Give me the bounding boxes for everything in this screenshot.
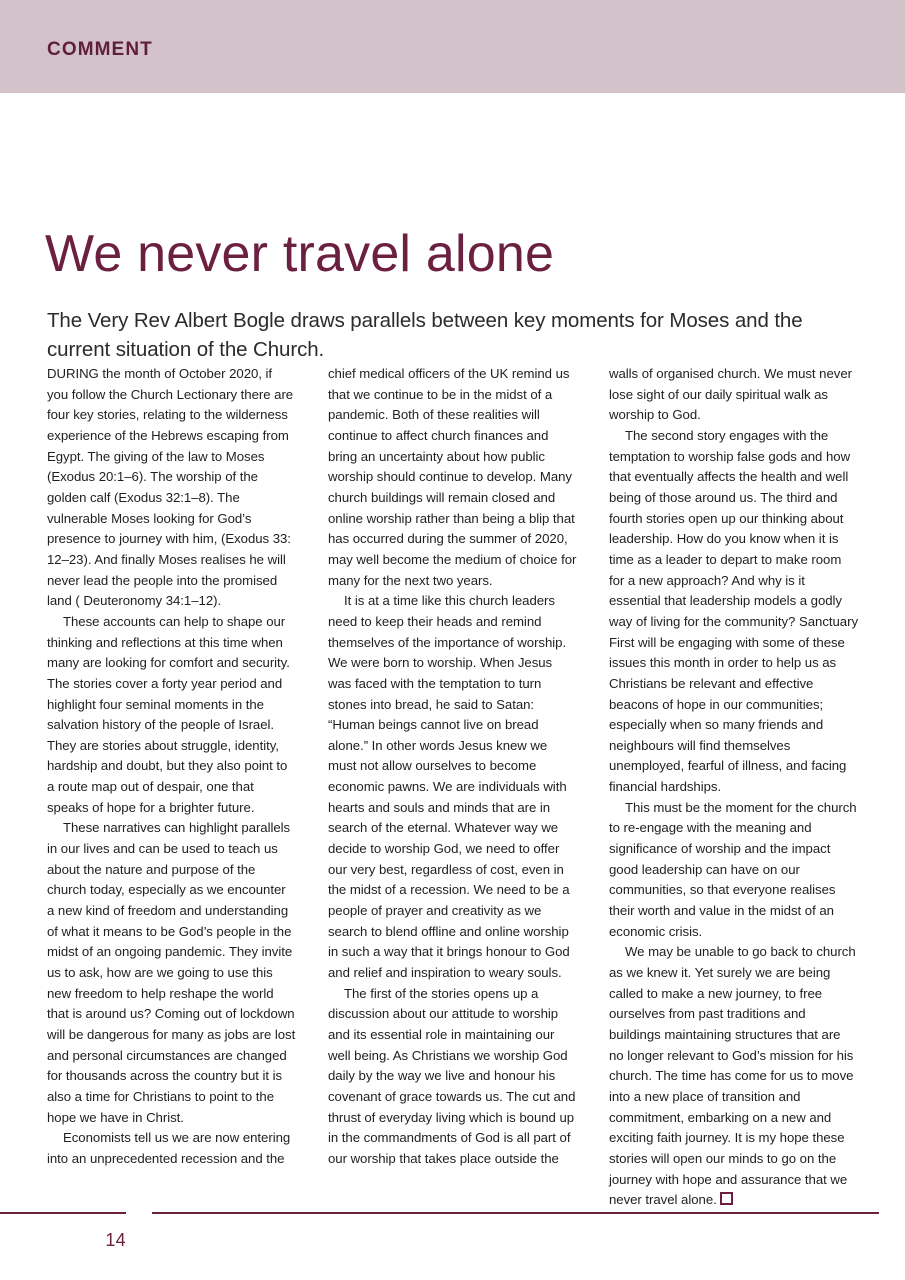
paragraph: chief medical officers of the UK remind us that we continue to be in the midst of a pandemic. Both of these realities will continue to affect church finances and bring an uncertainty about how public worship should continue to develop. Many church buildings will remain closed and online worship rather than being a blip that has occurred during the summer of 2020, may well become the medium of choice for many for the next two years. (328, 366, 577, 588)
page-title: We never travel alone (45, 224, 555, 283)
section-kicker: COMMENT (47, 39, 153, 60)
paragraph: It is at a time like this church leaders need to keep their heads and remind themselves of the importance of worship. We were born to worship. When Jesus was faced with the temptation to turn stones into bread, he said to Satan: “Human beings cannot live on bread alone.” In other words Jesus knew we must not allow ourselves to become economic pawns. We are individuals with hearts and souls and minds that are in search of the eternal. Whatever way we decide to worship God, we need to offer our very best, regardless of cost, even in the midst of a recession. We need to be a people of prayer and creativity as we search to blend offline and online worship in such a way that it brings honour to God and relief and inspiration to weary souls. (328, 593, 570, 981)
paragraph: This must be the moment for the church to re-engage with the meaning and significance of worship and the impact good leadership can have on our communities, so that everyone realises their worth and value in the midst of an economic crisis. (609, 799, 857, 939)
section-header-band (0, 0, 905, 93)
paragraph-final (609, 942, 858, 1211)
paragraph: DURING the month of October 2020, if you follow the Church Lectionary there are four key stories, relating to the wilderness experience of the Hebrews escaping from Egypt. The giving of the law to Moses (Exodus 20:1–6). The worship of the golden calf (Exodus 32:1–8). The vulnerable Moses looking for God’s presence to journey with him, (Exodus 33: 12–23). And finally Moses realises he will never lead the people into the promised land ( Deuteronomy 34:1–12). (47, 366, 294, 609)
article-column-2 (328, 364, 577, 1211)
paragraph: walls of organised church. We must never lose sight of our daily spiritual walk as worship to God. (609, 366, 852, 423)
paragraph: These narratives can highlight parallels in our lives and can be used to teach us about the nature and purpose of the church today, especially as we encounter a new kind of freedom and understanding of what it means to be God’s people in the midst of an ongoing pandemic. They invite us to ask, how are we going to use this new freedom to help reshape the world that is around us? Coming out of lockdown will be dangerous for many as jobs are lost and personal circumstances are changed for thousands across the country but it is also a time for Christians to point to the hope we have in Christ. (47, 820, 296, 1125)
paragraph: The first of the stories opens up a discussion about our attitude to worship and its essential role in maintaining our well being. As Christians we worship God daily by the way we live and honour his covenant of grace towards us. The cut and thrust of everyday living which is bound up in the commandments of God is all part of our worship that takes place outside the (328, 985, 576, 1166)
article-column-3 (609, 364, 858, 1211)
paragraph-text: We may be unable to go back to church as we knew it. Yet surely we are being called to make a new journey, to free ourselves from past traditions and buildings maintaining structures that are no longer relevant to God’s mission for his church. The time has come for us to move into a new place of transition and commitment, embarking on a new and exciting faith journey. It is my hope these stories will open our minds to go on the journey with hope and assurance that we never travel alone. (609, 944, 856, 1208)
footer-rule-left (0, 1212, 126, 1214)
article-standfirst: The Very Rev Albert Bogle draws parallels between key moments for Moses and the current situation of the Church. (47, 308, 803, 361)
end-of-article-marker-icon (720, 1192, 733, 1205)
page-footer (0, 1212, 905, 1280)
page-number: 14 (105, 1230, 126, 1250)
paragraph: These accounts can help to shape our thinking and reflections at this time when many are looking for comfort and security. The stories cover a forty year period and highlight four seminal moments in the salvation history of the people of Israel. They are stories about struggle, identity, hardship and doubt, but they also point to a route map out of despair, one that speaks of hope for a brighter future. (47, 613, 290, 815)
footer-rule-right (152, 1212, 879, 1214)
article-column-1 (47, 364, 296, 1211)
paragraph: Economists tell us we are now entering into an unprecedented recession and the (47, 1130, 291, 1166)
paragraph: The second story engages with the temptation to worship false gods and how that eventually affects the health and well being of those around us. The third and fourth stories open up our thinking about leadership. How do you know when it is time as a leader to depart to make room for a new approach? And why is it essential that leadership models a godly way of living for the community? Sanctuary First will be engaging with some of these issues this month in order to help us as Christians be relevant and effective beacons of hope in our communities; especially when so many friends and neighbours will find themselves unemployed, fearful of illness, and facing financial hardships. (609, 427, 858, 795)
article-columns (47, 364, 859, 1211)
